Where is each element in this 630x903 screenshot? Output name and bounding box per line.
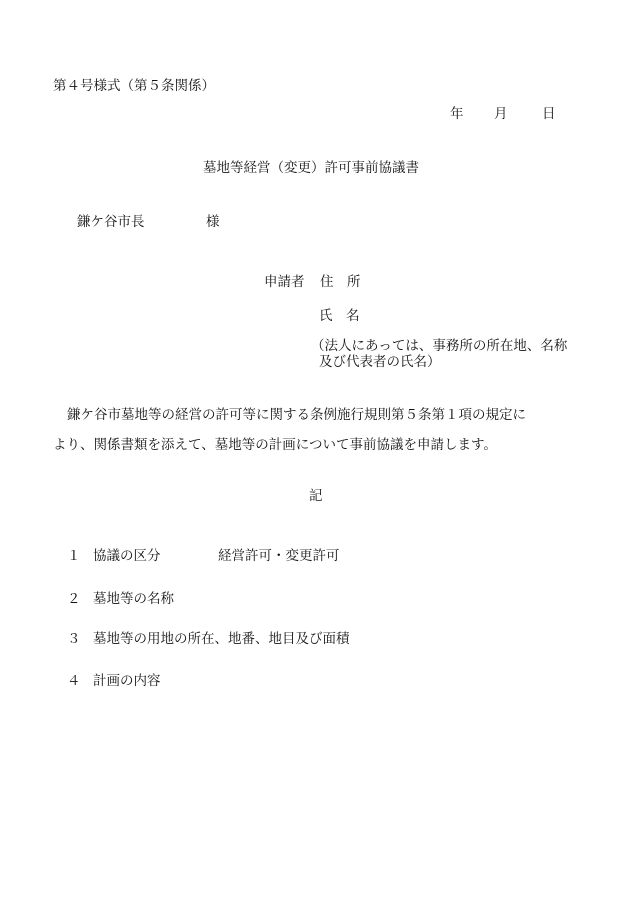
body-paragraph-line2: より、関係書類を添えて、墓地等の計画について事前協議を申請します。 (53, 437, 497, 453)
date-line (450, 108, 556, 122)
recipient-honorific: 様 (206, 214, 220, 230)
body-paragraph (53, 400, 583, 460)
list-item (67, 633, 350, 647)
item-number: ２ (67, 591, 81, 607)
item-number: ４ (67, 673, 81, 689)
applicant-address-row (264, 276, 361, 290)
item-label: 協議の区分 (93, 548, 161, 564)
recipient-name: 鎌ケ谷市長 (77, 214, 145, 230)
item-value: 経営許可・変更許可 (218, 548, 340, 564)
list-item (67, 675, 161, 689)
body-paragraph-line1: 鎌ケ谷市墓地等の経営の許可等に関する条例施行規則第５条第１項の規定に (67, 407, 526, 423)
applicant-note (311, 338, 591, 370)
applicant-label: 申請者 (264, 274, 305, 290)
list-item (67, 550, 340, 564)
date-month-label: 月 (494, 106, 508, 122)
name-label: 氏 名 (319, 308, 360, 324)
item-label: 計画の内容 (93, 673, 161, 689)
address-label: 住 所 (320, 274, 361, 290)
item-number: １ (67, 548, 81, 564)
item-number: ３ (67, 631, 81, 647)
applicant-note-line2: 及び代表者の氏名） (319, 354, 441, 371)
date-day-label: 日 (542, 106, 556, 122)
date-year-label: 年 (450, 106, 464, 122)
ki-heading: 記 (309, 488, 323, 504)
form-number: 第４号様式（第５条関係） (53, 78, 215, 94)
applicant-note-line1: （法人にあっては、事務所の所在地、名称 (311, 338, 568, 354)
item-label: 墓地等の名称 (93, 591, 174, 607)
list-item (67, 593, 174, 607)
document-title: 墓地等経営（変更）許可事前協議書 (203, 160, 419, 176)
recipient (77, 216, 220, 230)
item-label: 墓地等の用地の所在、地番、地目及び面積 (93, 631, 350, 647)
